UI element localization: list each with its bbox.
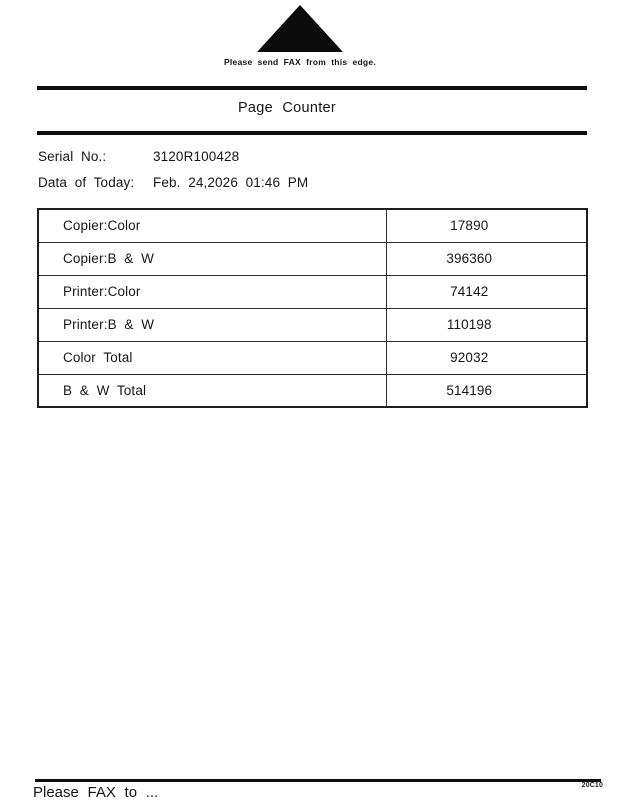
row-label: Printer:B & W [38,308,386,341]
doc-code: 20C10 [581,782,603,789]
fax-edge-notice: Please send FAX from this edge. [224,57,376,67]
table-row [38,308,587,341]
table-row [38,374,587,407]
row-value: 92032 [386,341,587,374]
title-top-rule [37,86,587,90]
row-value: 17890 [386,209,587,242]
row-value: 110198 [386,308,587,341]
row-value: 396360 [386,242,587,275]
row-value: 514196 [386,374,587,407]
table-row [38,209,587,242]
row-label: Color Total [38,341,386,374]
serial-row [38,149,239,164]
table-row [38,341,587,374]
fax-to-label: Please FAX to ... [33,784,159,801]
row-label: B & W Total [38,374,386,407]
date-row [38,175,308,190]
title-bottom-rule [37,131,587,135]
page-counter-table [37,208,588,408]
date-value: Feb. 24,2026 01:46 PM [153,175,309,190]
serial-label: Serial No.: [38,149,107,164]
fax-edge-triangle-icon [257,5,343,52]
row-value: 74142 [386,275,587,308]
date-label: Data of Today: [38,175,135,190]
footer-rule [35,779,601,782]
row-label: Copier:B & W [38,242,386,275]
row-label: Printer:Color [38,275,386,308]
row-label: Copier:Color [38,209,386,242]
page-title: Page Counter [237,100,337,116]
serial-value: 3120R100428 [153,149,240,164]
table-row [38,275,587,308]
table-row [38,242,587,275]
